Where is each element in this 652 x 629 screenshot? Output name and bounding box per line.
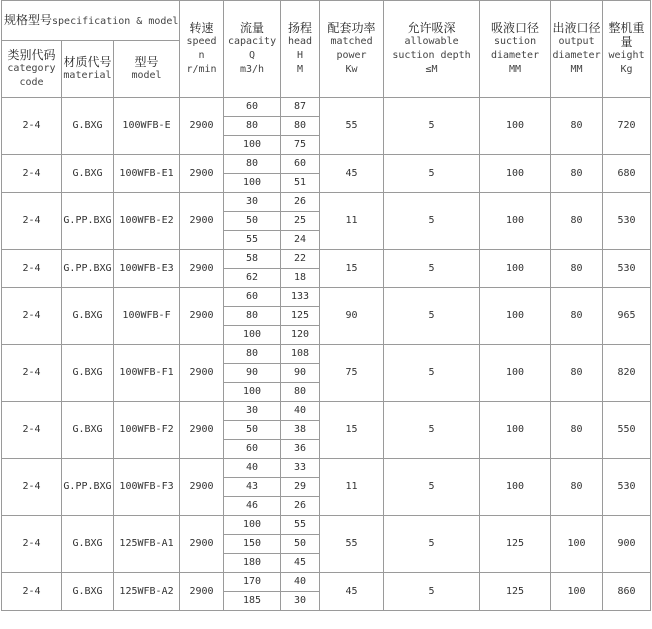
head-cell: 80 [281, 117, 320, 136]
head-cell: 51 [281, 174, 320, 193]
head-cell: 50 [281, 535, 320, 554]
speed-cell: 2900 [180, 288, 224, 345]
suction-depth-cell: 5 [384, 459, 480, 516]
speed-cell: 2900 [180, 193, 224, 250]
header-speed [180, 1, 224, 98]
material-cell: G.PP.BXG [62, 193, 114, 250]
flow-cell: 80 [224, 307, 281, 326]
header-suction-diameter-en-3: MM [509, 64, 522, 75]
head-cell: 87 [281, 98, 320, 117]
header-power-en-2: power [336, 50, 367, 61]
header-suction-diameter-en-2: diameter [490, 50, 540, 61]
model-cell: 100WFB-E [114, 98, 180, 155]
flow-cell: 50 [224, 212, 281, 231]
model-cell: 100WFB-F3 [114, 459, 180, 516]
head-cell: 133 [281, 288, 320, 307]
table-row [2, 345, 651, 364]
output-diameter-cell: 80 [551, 288, 603, 345]
head-cell: 33 [281, 459, 320, 478]
header-flow [224, 1, 281, 98]
header-speed-cn: 转速 [189, 21, 214, 35]
head-cell: 45 [281, 554, 320, 573]
table-row [2, 288, 651, 307]
suction-depth-cell: 5 [384, 516, 480, 573]
header-category-en-2: code [19, 77, 44, 88]
header-flow-cn: 流量 [240, 21, 265, 35]
output-diameter-cell: 80 [551, 155, 603, 193]
header-head-cn: 扬程 [288, 21, 313, 35]
table-row [2, 516, 651, 535]
flow-cell: 180 [224, 554, 281, 573]
header-spec-en: specification & model [52, 15, 179, 27]
suction-depth-cell: 5 [384, 402, 480, 459]
weight-cell: 550 [603, 402, 651, 459]
suction-depth-cell: 5 [384, 288, 480, 345]
header-suction-diameter-cn: 吸液口径 [491, 21, 540, 35]
header-head [281, 1, 320, 98]
header-category-cn: 类别代码 [7, 48, 56, 62]
head-cell: 75 [281, 136, 320, 155]
header-speed-en-3: r/min [186, 64, 217, 75]
flow-cell: 60 [224, 98, 281, 117]
flow-cell: 100 [224, 174, 281, 193]
header-speed-en-1: speed [186, 36, 217, 47]
material-cell: G.BXG [62, 573, 114, 611]
header-output-diameter [551, 1, 603, 98]
header-output-diameter-en-1: output [558, 36, 595, 47]
weight-cell: 530 [603, 193, 651, 250]
output-diameter-cell: 80 [551, 98, 603, 155]
table-row [2, 250, 651, 269]
header-speed-en-2: n [198, 50, 205, 61]
suction-depth-cell: 5 [384, 155, 480, 193]
flow-cell: 185 [224, 592, 281, 611]
weight-cell: 680 [603, 155, 651, 193]
power-cell: 15 [320, 250, 384, 288]
header-suction-depth-en-3: ≤M [425, 64, 438, 75]
header-suction-diameter-en-1: suction [493, 36, 537, 47]
header-output-diameter-en-2: diameter [552, 50, 601, 61]
power-cell: 75 [320, 345, 384, 402]
header-category [2, 41, 62, 98]
suction-diameter-cell: 100 [480, 155, 551, 193]
category-cell: 2-4 [2, 459, 62, 516]
model-cell: 125WFB-A2 [114, 573, 180, 611]
header-spec-cn: 规格型号 [4, 12, 53, 27]
header-flow-en-1: capacity [227, 36, 277, 47]
suction-diameter-cell: 100 [480, 98, 551, 155]
head-cell: 29 [281, 478, 320, 497]
header-material [62, 41, 114, 98]
flow-cell: 80 [224, 117, 281, 136]
model-cell: 125WFB-A1 [114, 516, 180, 573]
output-diameter-cell: 80 [551, 250, 603, 288]
category-cell: 2-4 [2, 345, 62, 402]
header-weight-en-2: Kg [620, 64, 633, 75]
head-cell: 108 [281, 345, 320, 364]
output-diameter-cell: 80 [551, 459, 603, 516]
head-cell: 40 [281, 573, 320, 592]
flow-cell: 55 [224, 231, 281, 250]
weight-cell: 530 [603, 459, 651, 516]
output-diameter-cell: 80 [551, 402, 603, 459]
header-weight [603, 1, 651, 98]
material-cell: G.PP.BXG [62, 250, 114, 288]
flow-cell: 40 [224, 459, 281, 478]
header-power-en-3: Kw [345, 64, 358, 75]
table-row [2, 98, 651, 117]
flow-cell: 80 [224, 155, 281, 174]
header-suction-depth [384, 1, 480, 98]
header-suction-diameter [480, 1, 551, 98]
flow-cell: 80 [224, 345, 281, 364]
material-cell: G.PP.BXG [62, 459, 114, 516]
header-flow-en-2: Q [249, 50, 256, 61]
flow-cell: 100 [224, 383, 281, 402]
speed-cell: 2900 [180, 573, 224, 611]
output-diameter-cell: 80 [551, 193, 603, 250]
speed-cell: 2900 [180, 459, 224, 516]
suction-diameter-cell: 100 [480, 288, 551, 345]
header-output-diameter-en-3: MM [570, 64, 583, 75]
header-suction-depth-en-1: allowable [404, 36, 459, 47]
speed-cell: 2900 [180, 516, 224, 573]
head-cell: 125 [281, 307, 320, 326]
power-cell: 55 [320, 98, 384, 155]
speed-cell: 2900 [180, 345, 224, 402]
model-cell: 100WFB-E2 [114, 193, 180, 250]
speed-cell: 2900 [180, 250, 224, 288]
header-weight-en-1: weight [608, 50, 645, 61]
category-cell: 2-4 [2, 402, 62, 459]
header-model-en: model [131, 70, 162, 81]
power-cell: 11 [320, 193, 384, 250]
suction-diameter-cell: 125 [480, 573, 551, 611]
header-head-en-1: head [287, 36, 313, 47]
flow-cell: 43 [224, 478, 281, 497]
flow-cell: 62 [224, 269, 281, 288]
material-cell: G.BXG [62, 516, 114, 573]
material-cell: G.BXG [62, 98, 114, 155]
header-material-cn: 材质代号 [63, 55, 112, 69]
output-diameter-cell: 100 [551, 573, 603, 611]
material-cell: G.BXG [62, 345, 114, 402]
material-cell: G.BXG [62, 288, 114, 345]
speed-cell: 2900 [180, 402, 224, 459]
head-cell: 24 [281, 231, 320, 250]
table-row [2, 402, 651, 421]
suction-diameter-cell: 100 [480, 345, 551, 402]
header-model-cn: 型号 [134, 55, 159, 69]
header-row-1 [2, 1, 651, 41]
flow-cell: 60 [224, 440, 281, 459]
weight-cell: 965 [603, 288, 651, 345]
speed-cell: 2900 [180, 98, 224, 155]
header-suction-depth-cn: 允许吸深 [407, 21, 456, 35]
category-cell: 2-4 [2, 573, 62, 611]
table-row [2, 155, 651, 174]
header-model [114, 41, 180, 98]
head-cell: 22 [281, 250, 320, 269]
head-cell: 40 [281, 402, 320, 421]
header-output-diameter-cn: 出液口径 [552, 21, 601, 35]
header-flow-en-3: m3/h [239, 64, 265, 75]
power-cell: 15 [320, 402, 384, 459]
category-cell: 2-4 [2, 288, 62, 345]
material-cell: G.BXG [62, 155, 114, 193]
category-cell: 2-4 [2, 98, 62, 155]
output-diameter-cell: 80 [551, 345, 603, 402]
flow-cell: 90 [224, 364, 281, 383]
flow-cell: 100 [224, 326, 281, 345]
head-cell: 90 [281, 364, 320, 383]
power-cell: 11 [320, 459, 384, 516]
flow-cell: 46 [224, 497, 281, 516]
power-cell: 55 [320, 516, 384, 573]
flow-cell: 58 [224, 250, 281, 269]
header-spec [2, 1, 180, 41]
header-power-en-1: matched [330, 36, 373, 47]
head-cell: 55 [281, 516, 320, 535]
flow-cell: 150 [224, 535, 281, 554]
header-head-en-3: M [297, 64, 304, 75]
weight-cell: 720 [603, 98, 651, 155]
flow-cell: 100 [224, 136, 281, 155]
header-power [320, 1, 384, 98]
speed-cell: 2900 [180, 155, 224, 193]
flow-cell: 60 [224, 288, 281, 307]
flow-cell: 30 [224, 402, 281, 421]
model-cell: 100WFB-F [114, 288, 180, 345]
material-cell: G.BXG [62, 402, 114, 459]
header-power-cn: 配套功率 [327, 21, 376, 35]
model-cell: 100WFB-F1 [114, 345, 180, 402]
model-cell: 100WFB-E1 [114, 155, 180, 193]
suction-depth-cell: 5 [384, 193, 480, 250]
head-cell: 26 [281, 193, 320, 212]
suction-depth-cell: 5 [384, 573, 480, 611]
table-row [2, 459, 651, 478]
flow-cell: 30 [224, 193, 281, 212]
model-cell: 100WFB-F2 [114, 402, 180, 459]
header-weight-cn: 整机重量 [608, 21, 645, 49]
head-cell: 38 [281, 421, 320, 440]
weight-cell: 820 [603, 345, 651, 402]
suction-diameter-cell: 100 [480, 250, 551, 288]
flow-cell: 50 [224, 421, 281, 440]
header-material-en: material [63, 70, 112, 81]
suction-diameter-cell: 100 [480, 459, 551, 516]
output-diameter-cell: 100 [551, 516, 603, 573]
table-row [2, 193, 651, 212]
power-cell: 45 [320, 573, 384, 611]
suction-depth-cell: 5 [384, 250, 480, 288]
head-cell: 80 [281, 383, 320, 402]
suction-depth-cell: 5 [384, 98, 480, 155]
head-cell: 18 [281, 269, 320, 288]
category-cell: 2-4 [2, 250, 62, 288]
weight-cell: 900 [603, 516, 651, 573]
head-cell: 30 [281, 592, 320, 611]
category-cell: 2-4 [2, 193, 62, 250]
header-head-en-2: H [297, 50, 304, 61]
model-cell: 100WFB-E3 [114, 250, 180, 288]
head-cell: 25 [281, 212, 320, 231]
suction-depth-cell: 5 [384, 345, 480, 402]
suction-diameter-cell: 100 [480, 193, 551, 250]
weight-cell: 860 [603, 573, 651, 611]
table-body [2, 1, 651, 611]
table-row [2, 573, 651, 592]
flow-cell: 100 [224, 516, 281, 535]
suction-diameter-cell: 125 [480, 516, 551, 573]
head-cell: 60 [281, 155, 320, 174]
head-cell: 36 [281, 440, 320, 459]
category-cell: 2-4 [2, 155, 62, 193]
head-cell: 120 [281, 326, 320, 345]
header-category-en-1: category [7, 63, 56, 74]
pump-spec-table [1, 0, 651, 611]
power-cell: 45 [320, 155, 384, 193]
power-cell: 90 [320, 288, 384, 345]
header-suction-depth-en-2: suction depth [392, 50, 471, 61]
flow-cell: 170 [224, 573, 281, 592]
weight-cell: 530 [603, 250, 651, 288]
head-cell: 26 [281, 497, 320, 516]
suction-diameter-cell: 100 [480, 402, 551, 459]
category-cell: 2-4 [2, 516, 62, 573]
